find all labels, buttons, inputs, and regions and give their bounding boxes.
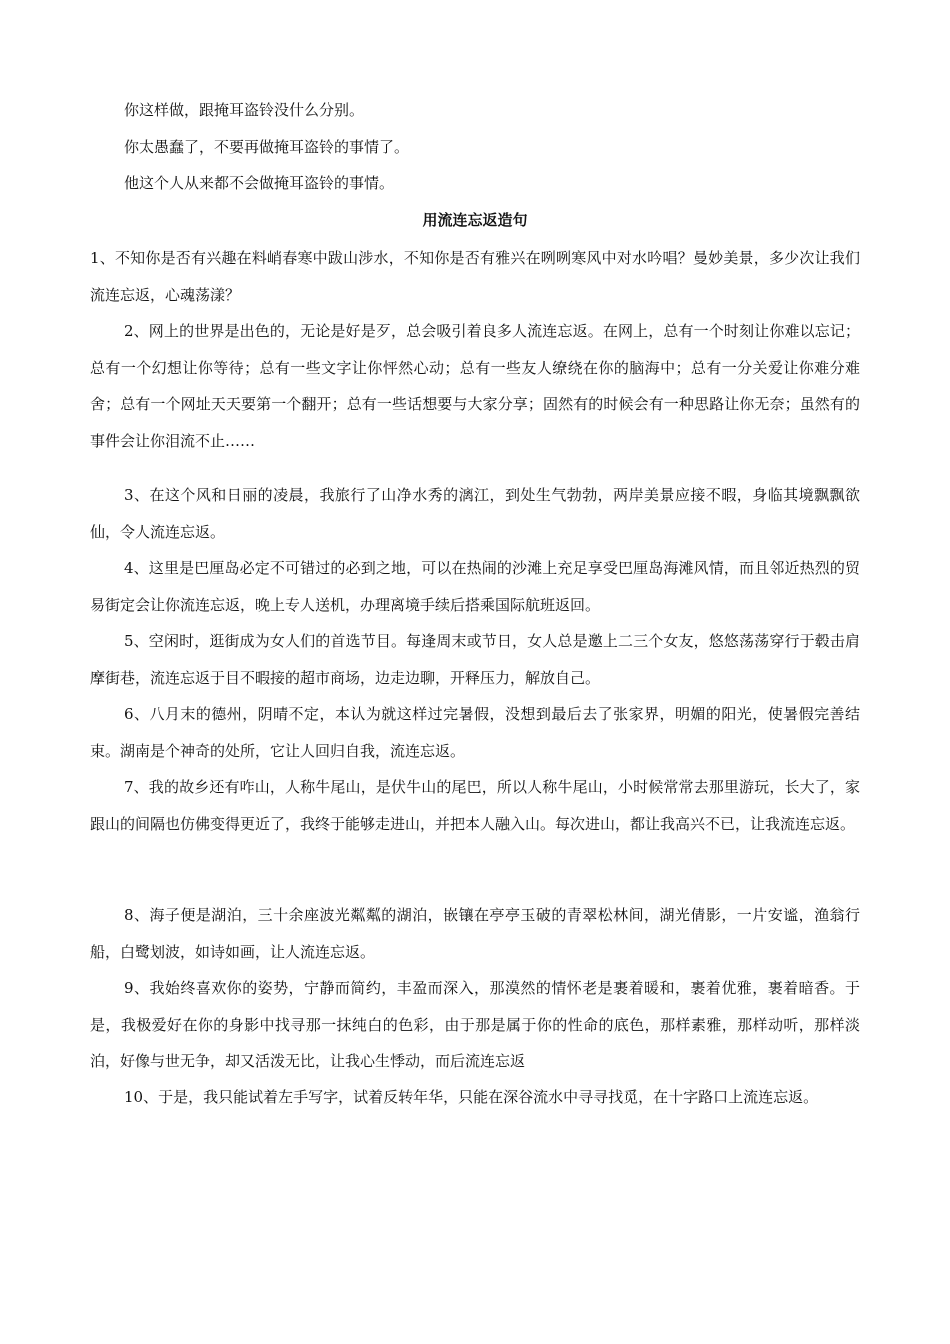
sentence-entry: 6、八月末的德州，阴晴不定，本认为就这样过完暑假，没想到最后去了张家界，明媚的阳光，使暑假完善结束。湖南是个神奇的处所，它让人回归自我，流连忘返。 [90, 705, 860, 760]
section-title: 用流连忘返造句 [422, 211, 528, 229]
example-sentence: 你这样做，跟掩耳盗铃没什么分别。 [124, 101, 365, 119]
example-sentence: 你太愚蠢了，不要再做掩耳盗铃的事情了。 [124, 138, 410, 156]
example-sentence: 他这个人从来都不会做掩耳盗铃的事情。 [124, 174, 395, 192]
sentence-entry: 9、我始终喜欢你的姿势，宁静而简约，丰盈而深入，那漠然的情怀老是裹着暖和，裹着优雅，裹着暗香。于是，我极爱好在你的身影中找寻那一抹纯白的色彩，由于那是属于你的性命的底色，那样素雅，那样动听，那样淡泊，好像与世无争，却又活泼无比，让我心生悸动，而后流连忘返 [90, 979, 860, 1070]
sentence-entry: 8、海子便是湖泊，三十余座波光粼粼的湖泊，嵌镶在亭亭玉破的青翠松林间，湖光倩影，一片安谧，渔翁行船，白鹭划波，如诗如画，让人流连忘返。 [90, 906, 860, 961]
sentence-entry: 5、空闲时，逛街成为女人们的首选节目。每逢周末或节日，女人总是邀上二三个女友，悠悠荡荡穿行于毂击肩摩街巷，流连忘返于目不暇接的超市商场，边走边聊，开释压力，解放自己。 [90, 632, 860, 687]
sentence-entry: 1、不知你是否有兴趣在料峭春寒中跋山涉水，不知你是否有雅兴在咧咧寒风中对水吟唱？曼妙美景，多少次让我们流连忘返，心魂荡漾？ [90, 249, 860, 304]
sentence-entry: 7、我的故乡还有咋山，人称牛尾山，是伏牛山的尾巴，所以人称牛尾山，小时候常常去那里游玩，长大了，家跟山的间隔也仿佛变得更近了，我终于能够走进山，并把本人融入山。每次进山，都让我高兴不已，让我流连忘返。 [90, 778, 860, 833]
sentence-entry: 3、在这个风和日丽的凌晨，我旅行了山净水秀的漓江，到处生气勃勃，两岸美景应接不暇，身临其境飘飘欲仙，令人流连忘返。 [90, 486, 860, 541]
sentence-entry: 2、网上的世界是出色的，无论是好是歹，总会吸引着良多人流连忘返。在网上，总有一个时刻让你难以忘记；总有一个幻想让你等待；总有一些文字让你怦然心动；总有一些友人缭绕在你的脑海中；总有一分关爱让你难分难舍；总有一个网址天天要第一个翻开；总有一些话想要与大家分享；固然有的时候会有一种思路让你无奈；虽然有的事件会让你泪流不止…… [90, 322, 860, 450]
sentence-entry: 4、这里是巴厘岛必定不可错过的必到之地，可以在热闹的沙滩上充足享受巴厘岛海滩风情，而且邻近热烈的贸易街定会让你流连忘返，晚上专人送机，办理离境手续后搭乘国际航班返回。 [90, 559, 860, 614]
sentence-entry: 10、于是，我只能试着左手写字，试着反转年华，只能在深谷流水中寻寻找觅，在十字路口上流连忘返。 [124, 1088, 819, 1106]
